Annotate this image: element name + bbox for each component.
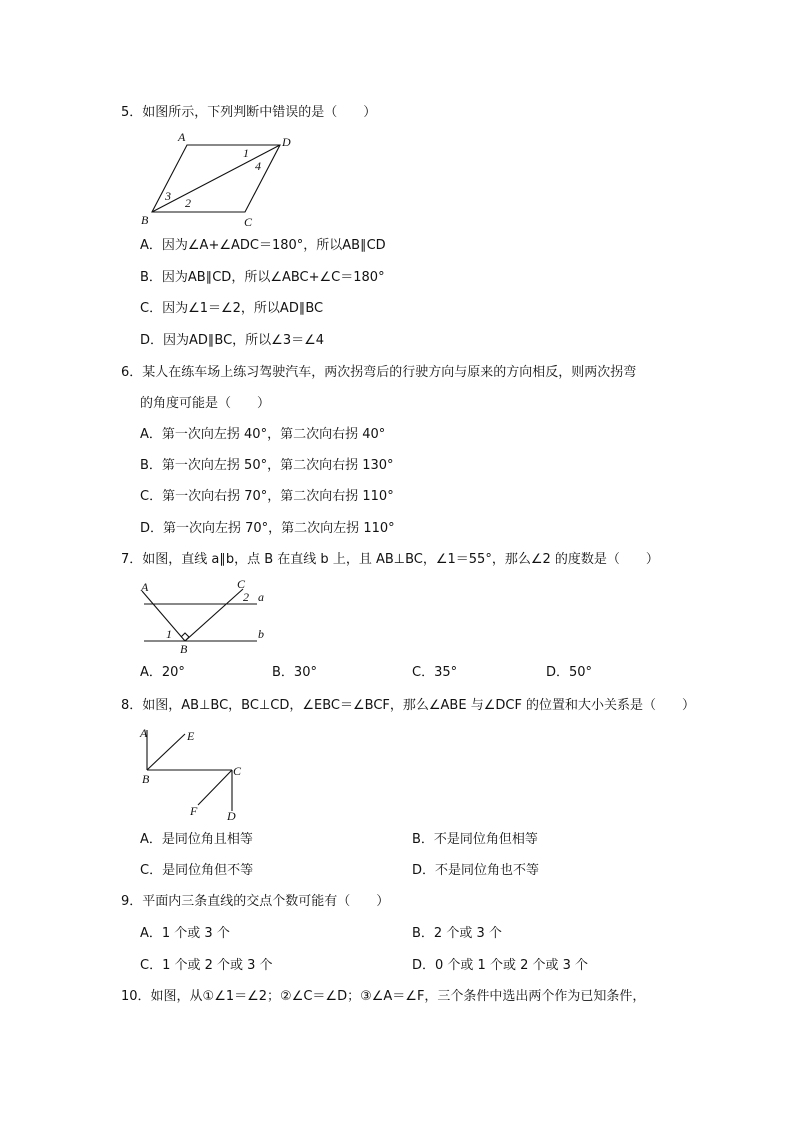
q8-figure bbox=[139, 726, 242, 823]
q7-option-c: C．35° bbox=[412, 665, 458, 680]
q9-option-c: C．1 个或 2 个或 3 个 bbox=[140, 958, 273, 973]
q8-label-c: C bbox=[233, 764, 242, 778]
q8-line-cf bbox=[198, 770, 232, 805]
q5-diagonal-bd bbox=[152, 145, 280, 212]
q7-option-d: D．50° bbox=[546, 665, 593, 680]
q7-label-c: C bbox=[237, 577, 246, 591]
q6-option-d: D．第一次向左拐 70°，第二次向左拐 110° bbox=[140, 521, 395, 536]
q8-option-b: B．不是同位角但相等 bbox=[412, 832, 538, 847]
q8-label-e: E bbox=[187, 729, 195, 743]
q7-label-1: 1 bbox=[166, 627, 172, 641]
q7-option-b: B．30° bbox=[272, 665, 317, 680]
q7-label-a: A bbox=[141, 580, 149, 594]
q8-label-b: B bbox=[142, 772, 150, 786]
q7-label-2: 2 bbox=[243, 590, 249, 604]
q5-option-d: D．因为AD∥BC，所以∠3＝∠4 bbox=[140, 333, 325, 348]
q9-option-d: D．0 个或 1 个或 2 个或 3 个 bbox=[412, 958, 589, 973]
q8-label-f: F bbox=[190, 804, 198, 818]
q7-label-a-line: a bbox=[258, 590, 264, 604]
q7-label-b-line: b bbox=[258, 627, 264, 641]
q7-line-ab bbox=[142, 591, 185, 641]
q9-option-b: B．2 个或 3 个 bbox=[412, 926, 502, 941]
q8-option-a: A．是同位角且相等 bbox=[140, 832, 253, 847]
q5-label-4: 4 bbox=[255, 159, 261, 173]
question-6-stem-line1: 6．某人在练车场上练习驾驶汽车，两次拐弯后的行驶方向与原来的方向相反，则两次拐弯 bbox=[121, 365, 637, 380]
q6-option-c: C．第一次向右拐 70°，第二次向右拐 110° bbox=[140, 489, 394, 504]
q5-label-b: B bbox=[141, 213, 149, 227]
question-10-stem: 10．如图，从①∠1＝∠2；②∠C＝∠D；③∠A＝∠F，三个条件中选出两个作为已知条件， bbox=[121, 989, 646, 1004]
q8-option-d: D．不是同位角也不等 bbox=[412, 863, 540, 878]
q5-option-a: A．因为∠A+∠ADC＝180°，所以AB∥CD bbox=[140, 238, 386, 253]
question-9-stem: 9．平面内三条直线的交点个数可能有（ ） bbox=[121, 894, 390, 909]
q5-figure bbox=[141, 130, 291, 229]
q8-label-d: D bbox=[227, 809, 236, 823]
q5-label-d: D bbox=[282, 135, 291, 149]
q6-option-b: B．第一次向左拐 50°，第二次向右拐 130° bbox=[140, 458, 394, 473]
q7-option-a: A．20° bbox=[140, 665, 185, 680]
question-6-stem-line2: 的角度可能是（ ） bbox=[140, 396, 271, 411]
q7-figure bbox=[140, 577, 264, 656]
q7-right-angle-mark bbox=[181, 633, 189, 641]
q8-line-be bbox=[147, 734, 185, 770]
q6-option-a: A．第一次向左拐 40°，第二次向右拐 40° bbox=[140, 427, 386, 442]
q5-label-1: 1 bbox=[243, 146, 249, 160]
q5-label-c: C bbox=[244, 215, 253, 229]
q5-label-3: 3 bbox=[165, 189, 171, 203]
question-7-stem: 7．如图，直线 a∥b，点 B 在直线 b 上，且 AB⊥BC，∠1＝55°，那么∠2 的度数是（ ） bbox=[121, 552, 659, 567]
q5-option-c: C．因为∠1＝∠2，所以AD∥BC bbox=[140, 301, 324, 316]
q7-label-b: B bbox=[180, 642, 188, 656]
q5-label-a: A bbox=[178, 130, 186, 144]
question-8-stem: 8．如图，AB⊥BC，BC⊥CD，∠EBC＝∠BCF，那么∠ABE 与∠DCF 的位置和大小关系是（ ） bbox=[121, 698, 696, 713]
q9-option-a: A．1 个或 3 个 bbox=[140, 926, 230, 941]
q8-option-c: C．是同位角但不等 bbox=[140, 863, 254, 878]
q5-label-2: 2 bbox=[185, 196, 191, 210]
q7-line-bc bbox=[185, 589, 243, 641]
q5-option-b: B．因为AB∥CD，所以∠ABC+∠C＝180° bbox=[140, 270, 385, 285]
question-5-stem: 5．如图所示，下列判断中错误的是（ ） bbox=[121, 105, 377, 120]
q5-parallelogram bbox=[152, 145, 280, 212]
q8-label-a: A bbox=[140, 726, 148, 740]
